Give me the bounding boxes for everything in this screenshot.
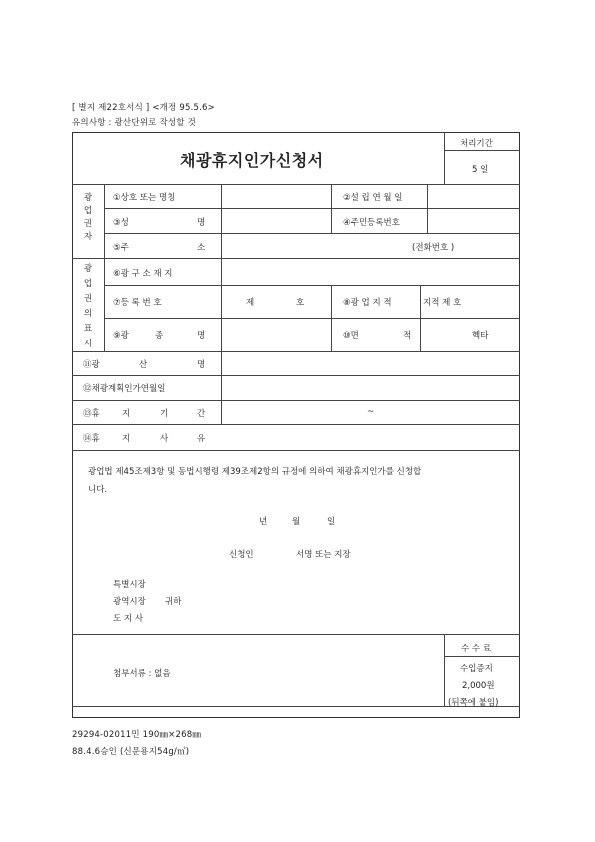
name-label: 명	[197, 218, 206, 228]
phone-number-field: (전화번호 )	[412, 243, 455, 253]
section-rights-holder: 광 업 권 자	[83, 193, 93, 242]
address-label: 소	[197, 243, 206, 253]
suspension-reason-label: 유	[197, 434, 206, 444]
name-label: ③성	[113, 218, 129, 228]
area-label: 적	[403, 331, 412, 341]
area-unit: 헥타	[472, 331, 489, 341]
divider	[444, 132, 445, 184]
form-title: 채광휴지인가신청서	[180, 151, 324, 170]
divider	[444, 634, 445, 706]
applicant-label: 신청인	[229, 550, 254, 560]
established-date-label: ②설 립 연 월 일	[343, 193, 403, 203]
fee-amount: 2,000원	[462, 681, 495, 691]
divider	[331, 184, 332, 233]
processing-period-value: 5 일	[472, 165, 489, 175]
divider	[427, 184, 428, 233]
date-day: 일	[327, 517, 336, 527]
divider	[104, 233, 520, 234]
recipient: 특별시장	[113, 580, 146, 590]
suspension-period-label: 지	[122, 409, 131, 419]
mine-name-label: 명	[197, 360, 206, 370]
resident-number-label: ④주민등록번호	[343, 218, 400, 228]
registration-number-prefix: 제	[246, 298, 255, 308]
fee-stamp: 수입증지	[460, 664, 493, 674]
suspension-reason-label: 지	[122, 434, 131, 444]
usage-note: 유의사항 : 광산단위로 작성할 것	[72, 118, 197, 128]
plan-approval-date-label: ⑫채광계획인가연월일	[83, 384, 166, 394]
suspension-period-label: ⑬휴	[83, 409, 100, 419]
application-statement: 광업법 제45조제3항 및 동법시행령 제39조제2항의 규정에 의하여 채광휴지인가를 신청합	[88, 467, 422, 477]
divider	[221, 184, 222, 424]
divider	[104, 184, 105, 351]
divider	[72, 424, 520, 425]
divider	[72, 258, 520, 259]
divider	[72, 184, 520, 185]
address-label: ⑤주	[113, 243, 129, 253]
divider	[72, 351, 520, 352]
suspension-period-label: 간	[197, 409, 206, 419]
mining-map-value: 지적 제 호	[423, 298, 462, 308]
fee-label: 수 수 료	[461, 644, 492, 654]
form-number: [ 별지 제22호서식 ] <개정 95.5.6>	[72, 103, 215, 113]
divider	[104, 285, 520, 286]
mine-location-label: ⑥광 구 소 재 지	[113, 269, 173, 279]
mineral-type-label: 명	[197, 331, 206, 341]
divider	[104, 208, 520, 209]
recipient-suffix: 귀하	[165, 597, 182, 607]
mineral-type-label: ⑨광	[113, 331, 129, 341]
application-form	[72, 132, 520, 718]
mine-name-label: ⑪광	[83, 360, 100, 370]
divider	[72, 375, 520, 376]
application-statement: 니다.	[88, 485, 108, 495]
section-rights-display: 광 업 권 의 표 시	[83, 264, 93, 349]
company-name-label: ①상호 또는 명칭	[113, 193, 176, 203]
divider	[444, 150, 520, 151]
divider	[72, 634, 520, 635]
attachments: 첨부서류 : 없음	[113, 669, 171, 679]
divider	[104, 318, 520, 319]
recipient: 광역시장	[113, 597, 146, 607]
registration-number-label: ⑦등 록 번 호	[113, 298, 162, 308]
recipient: 도 지 사	[113, 614, 144, 624]
divider	[444, 656, 520, 657]
suspension-reason-label: 사	[160, 434, 169, 444]
mineral-type-label: 종	[155, 331, 164, 341]
suspension-reason-label: ⑭휴	[83, 434, 100, 444]
divider	[331, 285, 332, 351]
date-month: 월	[292, 517, 301, 527]
registration-number-suffix: 호	[296, 298, 305, 308]
suspension-period-label: 기	[160, 409, 169, 419]
divider	[72, 450, 520, 451]
signature-label: 서명 또는 지장	[296, 550, 351, 560]
area-label: ⑩면	[343, 331, 359, 341]
date-year: 년	[259, 517, 268, 527]
processing-period-label: 처리기간	[460, 139, 493, 149]
divider	[420, 285, 421, 351]
fee-note: (뒤쪽에 붙임)	[448, 698, 499, 708]
mining-map-label: ⑧광 업 지 적	[343, 298, 392, 308]
footer-approval: 88.4.6승인 (신문용지54g/㎡)	[72, 747, 190, 757]
suspension-period-value: ~	[367, 407, 375, 417]
divider	[72, 400, 520, 401]
mine-name-label: 산	[139, 360, 148, 370]
footer-code: 29294-02011민 190㎜×268㎜	[72, 730, 202, 740]
